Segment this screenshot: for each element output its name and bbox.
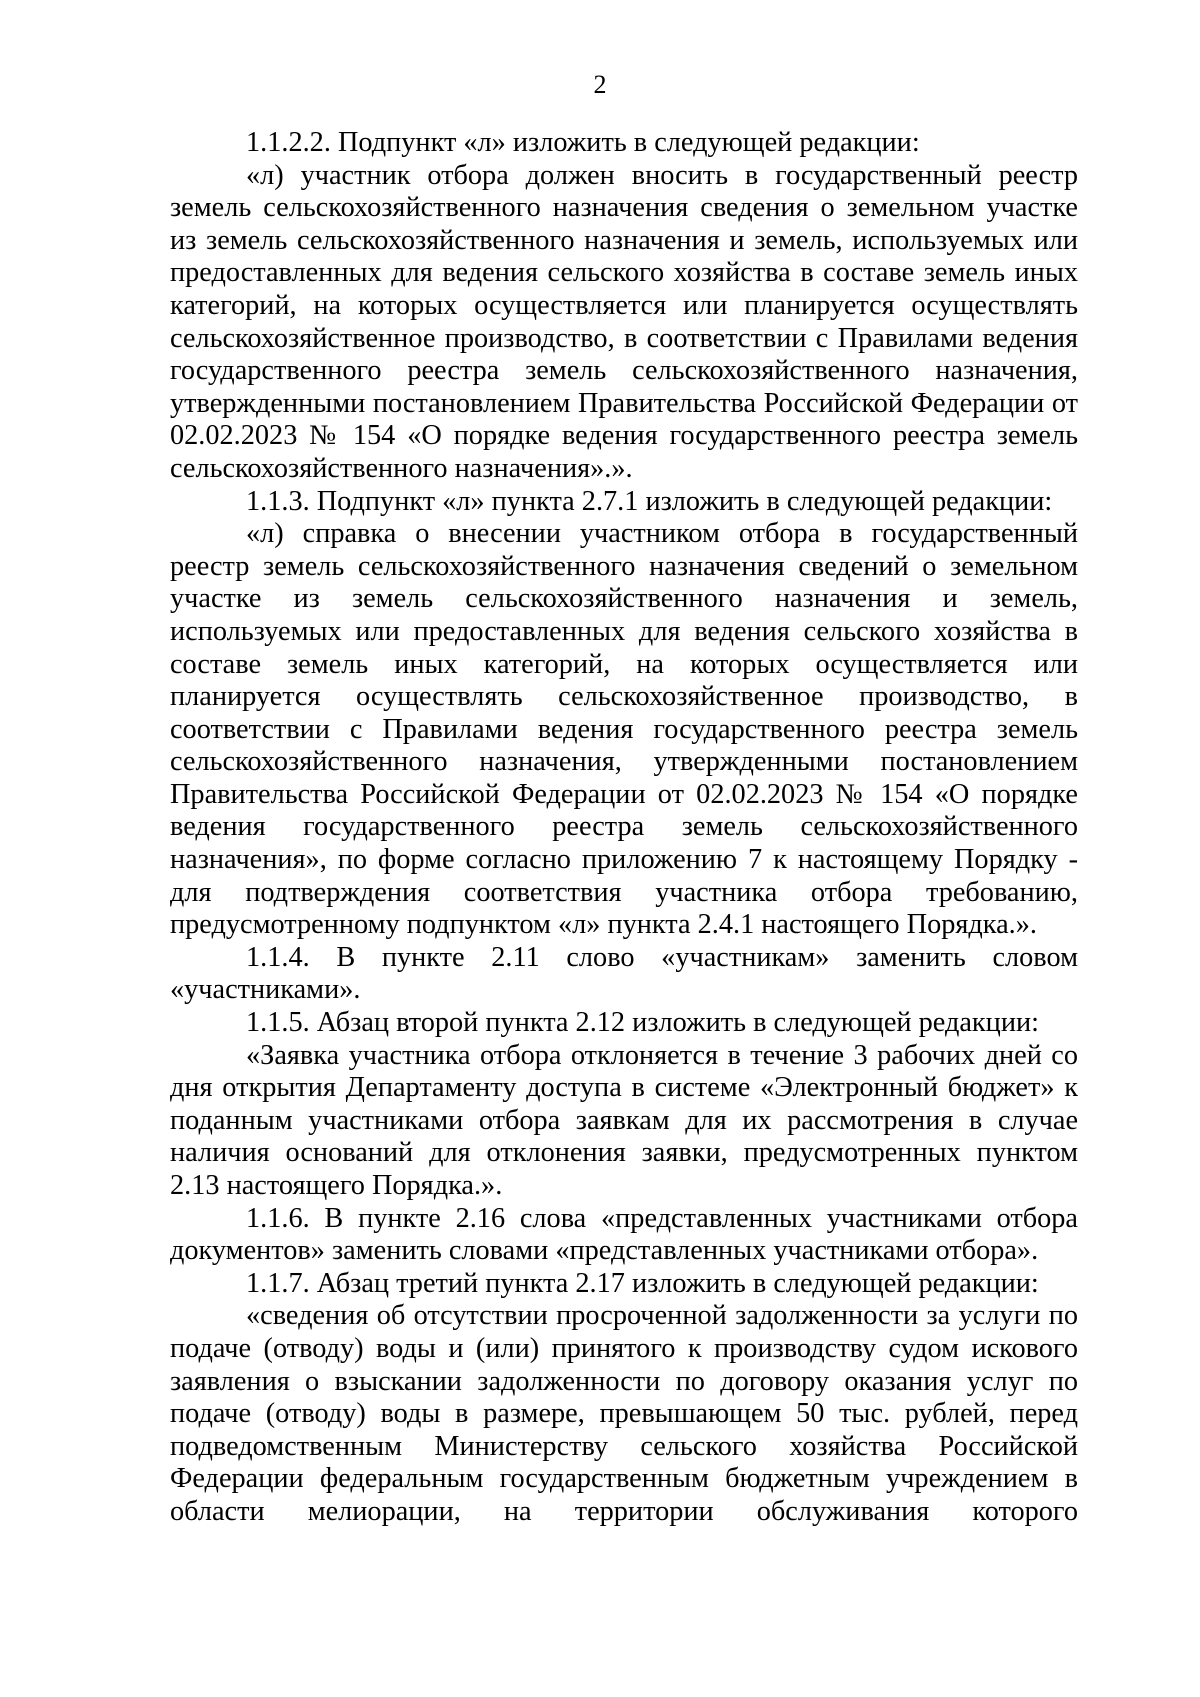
paragraph-1-1-6: 1.1.6. В пункте 2.16 слова «представленных участниками отбора документов» заменить словами «представленных участниками отбора». [170,1202,1078,1267]
paragraph-debt-information: «сведения об отсутствии просроченной задолженности за услуги по подаче (отводу) воды и (или) принятого к производству судом искового заявления о взыскании задолженности по договору оказания услуг по подаче (отводу) воды в размере, превышающем 50 тыс. рублей, перед подведомственным Министерству сельского хозяйства Российской Федерации федеральным государственным бюджетным учреждением в области мелиорации, на территории обслуживания которого [170,1300,1078,1527]
paragraph-application-rejection: «Заявка участника отбора отклоняется в течение 3 рабочих дней со дня открытия Департаменту доступа в системе «Электронный бюджет» к поданным участниками отбора заявкам для их рассмотрения в случае наличия оснований для отклонения заявки, предусмотренных пунктом 2.13 настоящего Порядка.». [170,1039,1078,1201]
paragraph-1-1-7-heading: 1.1.7. Абзац третий пункта 2.17 изложить в следующей редакции: [246,1267,1039,1299]
paragraph-1-1-5-heading: 1.1.5. Абзац второй пункта 2.12 изложить в следующей редакции: [246,1007,1039,1039]
paragraph-1-1-2-2-heading: 1.1.2.2. Подпункт «л» изложить в следующей редакции: [246,127,920,158]
page-number: 2 [593,70,607,99]
paragraph-1-1-3-heading: 1.1.3. Подпункт «л» пункта 2.7.1 изложить в следующей редакции: [246,485,1053,517]
paragraph-1-1-4: 1.1.4. В пункте 2.11 слово «участникам» заменить словом «участниками». [170,941,1078,1006]
paragraph-subitem-l-participant: «л) участник отбора должен вносить в государственный реестр земель сельскохозяйственного назначения сведения о земельном участке из земель сельскохозяйственного назначения и земель, используемых или предоставленных для ведения сельского хозяйства в составе земель иных категорий, на которых осуществляется или планируется осуществлять сельскохозяйственное производство, в соответствии с Правилами ведения государственного реестра земель сельскохозяйственного назначения, утвержденными постановлением Правительства Российской Федерации от 02.02.2023 № 154 «О порядке ведения государственного реестра земель сельскохозяйственного назначения».». [170,159,1078,484]
document-body [170,127,1078,1529]
paragraph-subitem-l-certificate: «л) справка о внесении участником отбора в государственный реестр земель сельскохозяйственного назначения сведений о земельном участке из земель сельскохозяйственного назначения и земель, используемых или предоставленных для ведения сельского хозяйства в составе земель иных категорий, на которых осуществляется или планируется осуществлять сельскохозяйственное производство, в соответствии с Правилами ведения государственного реестра земель сельскохозяйственного назначения, утвержденными постановлением Правительства Российской Федерации от 02.02.2023 № 154 «О порядке ведения государственного реестра земель сельскохозяйственного назначения», по форме согласно приложению 7 к настоящему Порядку - для подтверждения соответствия участника отбора требованию, предусмотренному подпунктом «л» пункта 2.4.1 настоящего Порядка.». [170,518,1078,941]
